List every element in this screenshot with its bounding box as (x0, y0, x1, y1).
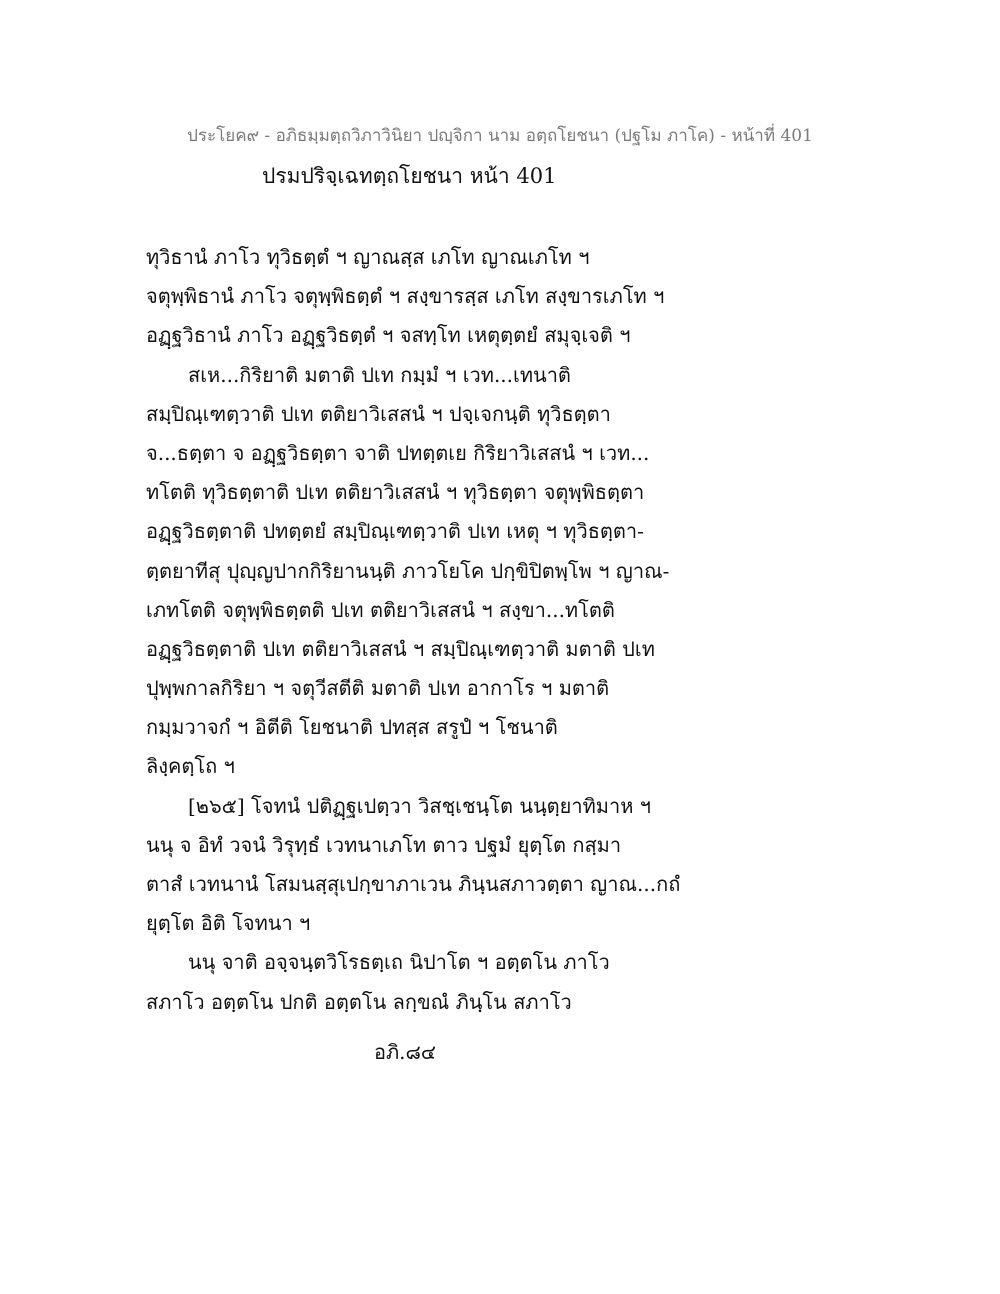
text-line: นนุ จาติ อจฺจนฺตวิโรธตฺเถ นิปาโต ฯ อตฺตโน ภาโว (188, 950, 610, 975)
text-line: สเห...กิริยาติ มตาติ ปเท กมฺมํ ฯ เวท...เทนาติ (188, 362, 571, 387)
text-line: เภทโตติ จตุพฺพิธตฺตติ ปเท ตติยาวิเสสนํ ฯ สงฺขา...ทโตติ (146, 597, 615, 622)
running-header: ประโยค๙ - อภิธมฺมตฺถวิภาวินิยา ปญฺจิกา นาม อตฺถโยชนา (ปฐโม ภาโค) - หน้าที่ 401 (187, 126, 813, 146)
text-line: จ...ธตฺตา จ อฏฺฐวิธตฺตา จาติ ปทตฺตเย กิริยาวิเสสนํ ฯ เวท... (146, 440, 650, 465)
text-line: ปุพฺพกาลกิริยา ฯ จตุวีสตีติ มตาติ ปเท อากาโร ฯ มตาติ (146, 676, 610, 701)
text-line: อฏฺฐวิธานํ ภาโว อฏฺฐวิธตฺตํ ฯ จสทฺโท เหตุตฺตยํ สมุจฺเจติ ฯ (146, 323, 631, 348)
text-line: กมฺมวาจกํ ฯ อิตีติ โยชนาติ ปทสฺส สรูปํ ฯ โชนาติ (146, 715, 558, 740)
text-line: [๒๖๕] โจทนํ ปติฏฺฐเปตฺวา วิสชฺเชนฺโต นนฺตฺยาทิมาห ฯ (188, 793, 651, 818)
text-line: ทุวิธานํ ภาโว ทุวิธตฺตํ ฯ ญาณสฺส เภโท ญาณเภโท ฯ (146, 245, 590, 269)
text-line: สมฺปิณฺเฑตฺวาติ ปเท ตติยาวิเสสนํ ฯ ปจฺเจกนฺติ ทุวิธตฺตา (146, 401, 611, 426)
text-line: จตุพฺพิธานํ ภาโว จตุพฺพิธตฺตํ ฯ สงฺขารสฺส เภโท สงฺขารเภโท ฯ (146, 284, 665, 309)
page-footer-marker: อภิ.๘๔ (373, 1040, 437, 1064)
text-line: สภาโว อตฺตโน ปกติ อตฺตโน ลกฺขณํ ภินฺโน สภาโว (146, 989, 572, 1014)
text-line: ตฺตยาทีสุ ปุญฺญปากกิริยานนฺติ ภาวโยโค ปกฺขิปิตพฺโพ ฯ ญาณ- (146, 558, 670, 583)
body-text (146, 238, 866, 1022)
text-line: นนุ จ อิทํ วจนํ วิรุทฺธํ เวทนาเภโท ตาว ปฐมํ ยุตฺโต กสฺมา (146, 832, 622, 857)
text-line: อฏฺฐวิธตฺตาติ ปเท ตติยาวิเสสนํ ฯ สมฺปิณฺเฑตฺวาติ มตาติ ปเท (146, 636, 655, 661)
text-line: ทโตติ ทุวิธตฺตาติ ปเท ตติยาวิเสสนํ ฯ ทุวิธตฺตา จตุพฺพิธตฺตา (146, 480, 645, 505)
section-title: ปรมปริจฺเฉทตฺถโยชนา หน้า 401 (262, 164, 557, 188)
text-line: อฏฺฐวิธตฺตาติ ปทตฺตยํ สมฺปิณฺเฑตฺวาติ ปเท เหตุ ฯ ทุวิธตฺตา- (146, 519, 644, 544)
text-line: ตาสํ เวทนานํ โสมนสฺสุเปกฺขาภาเวน ภินฺนสภาวตฺตา ญาณ...กถํ (146, 872, 681, 896)
text-line: ยุตฺโต อิติ โจทนา ฯ (146, 911, 311, 936)
text-line: ลิงฺคตฺโถ ฯ (146, 754, 235, 779)
